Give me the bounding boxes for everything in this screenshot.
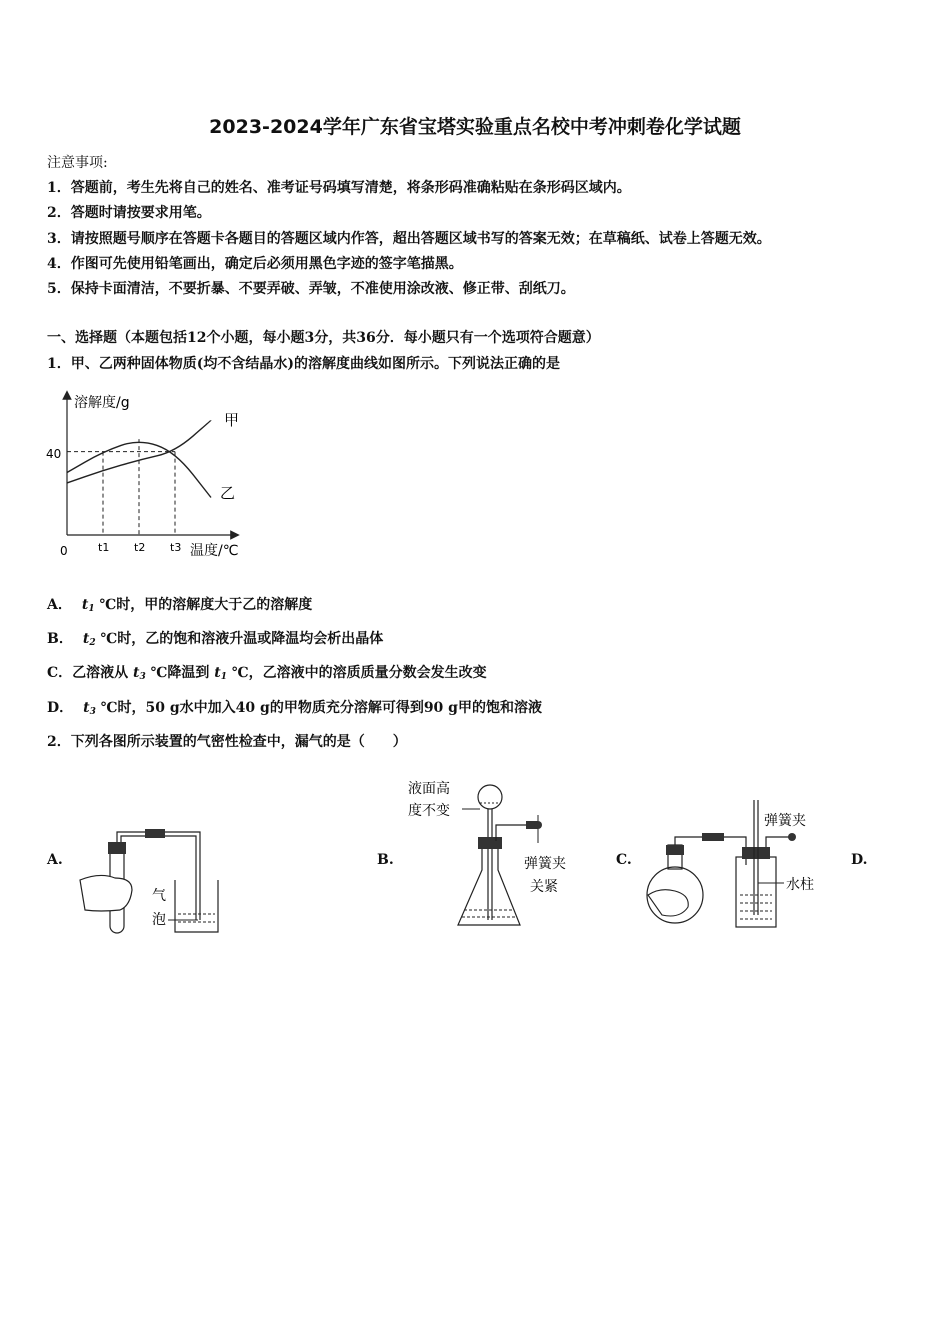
- notice-item: 3．请按照题号顺序在答题卡各题目的答题区域内作答，超出答题区域书写的答案无效；在草稿纸、试卷上答题无效。: [47, 231, 771, 247]
- q2-option-d-label[interactable]: D.: [851, 852, 868, 868]
- delivery-tube: [117, 832, 200, 920]
- q2-option-b-label[interactable]: B.: [377, 852, 394, 868]
- stopper: [478, 837, 502, 849]
- gas-bottle: [736, 857, 776, 927]
- guide-lines: [67, 439, 175, 535]
- x-axis-label: 温度/℃: [190, 543, 239, 559]
- notice-item: 4．作图可先使用铅笔画出，确定后必须用黑色字迹的签字笔描黑。: [47, 256, 463, 272]
- x-tick-label: t2: [134, 541, 146, 554]
- question-1-stem: 1．甲、乙两种固体物质(均不含结晶水)的溶解度曲线如图所示。下列说法正确的是: [47, 356, 560, 372]
- apparatus-a: [70, 820, 230, 940]
- page-title: 2023-2024学年广东省宝塔实验重点名校中考冲刺卷化学试题: [209, 116, 741, 138]
- notice-item: 1．答题前，考生先将自己的姓名、准考证号码填写清楚，将条形码准确粘贴在条形码区域内。: [47, 180, 631, 196]
- q2-option-c-label[interactable]: C.: [616, 852, 632, 868]
- solubility-chart: [40, 385, 260, 570]
- label-clamp-2: 关紧: [530, 879, 558, 895]
- option-a[interactable]: A． $t_1$ ℃时，甲的溶解度大于乙的溶解度: [47, 597, 313, 614]
- y-tick-label: 40: [46, 447, 62, 461]
- notice-heading: 注意事项:: [47, 155, 108, 171]
- option-c[interactable]: C．乙溶液从 $t_3$ ℃降温到 $t_1$ ℃，乙溶液中的溶质质量分数会发生改变: [47, 665, 487, 682]
- series-label-jia: 甲: [224, 411, 240, 429]
- apparatus-c: [640, 795, 840, 935]
- conical-flask: [458, 849, 520, 925]
- label-level-1: 液面高: [408, 781, 450, 797]
- spring-clamp: [534, 821, 542, 829]
- origin-label: 0: [60, 544, 68, 558]
- x-tick-label: t1: [98, 541, 110, 554]
- label-clamp-1: 弹簧夹: [524, 856, 566, 872]
- label-clamp: 弹簧夹: [764, 813, 806, 829]
- hand: [648, 890, 688, 916]
- apparatus-b: [400, 775, 590, 935]
- series-label-yi: 乙: [220, 484, 236, 502]
- q2-option-a-label[interactable]: A.: [47, 852, 63, 868]
- section-heading: 一、选择题（本题包括12个小题，每小题3分，共36分．每小题只有一个选项符合题意）: [47, 330, 600, 346]
- hand: [80, 875, 132, 911]
- question-2-stem: 2．下列各图所示装置的气密性检查中，漏气的是（ ）: [47, 734, 407, 750]
- option-b[interactable]: B． $t_2$ ℃时，乙的饱和溶液升温或降温均会析出晶体: [47, 631, 384, 648]
- label-level-2: 度不变: [408, 803, 450, 819]
- stopper: [108, 842, 126, 854]
- option-d[interactable]: D． $t_3$ ℃时，50 g水中加入40 g的甲物质充分溶解可得到90 g甲的饱和溶液: [47, 700, 542, 717]
- notice-item: 5．保持卡面清洁，不要折暴、不要弄破、弄皱，不准使用涂改液、修正带、刮纸刀。: [47, 281, 575, 297]
- label-bubble-2: 泡: [152, 912, 166, 928]
- y-axis-label: 溶解度/g: [74, 395, 130, 411]
- rubber-connector: [145, 829, 165, 838]
- funnel-bulb: [478, 785, 502, 809]
- x-tick-label: t3: [170, 541, 182, 554]
- spring-clamp: [788, 833, 796, 841]
- label-water: 水柱: [786, 877, 814, 893]
- label-bubble-1: 气: [152, 888, 166, 904]
- notice-item: 2．答题时请按要求用笔。: [47, 205, 211, 221]
